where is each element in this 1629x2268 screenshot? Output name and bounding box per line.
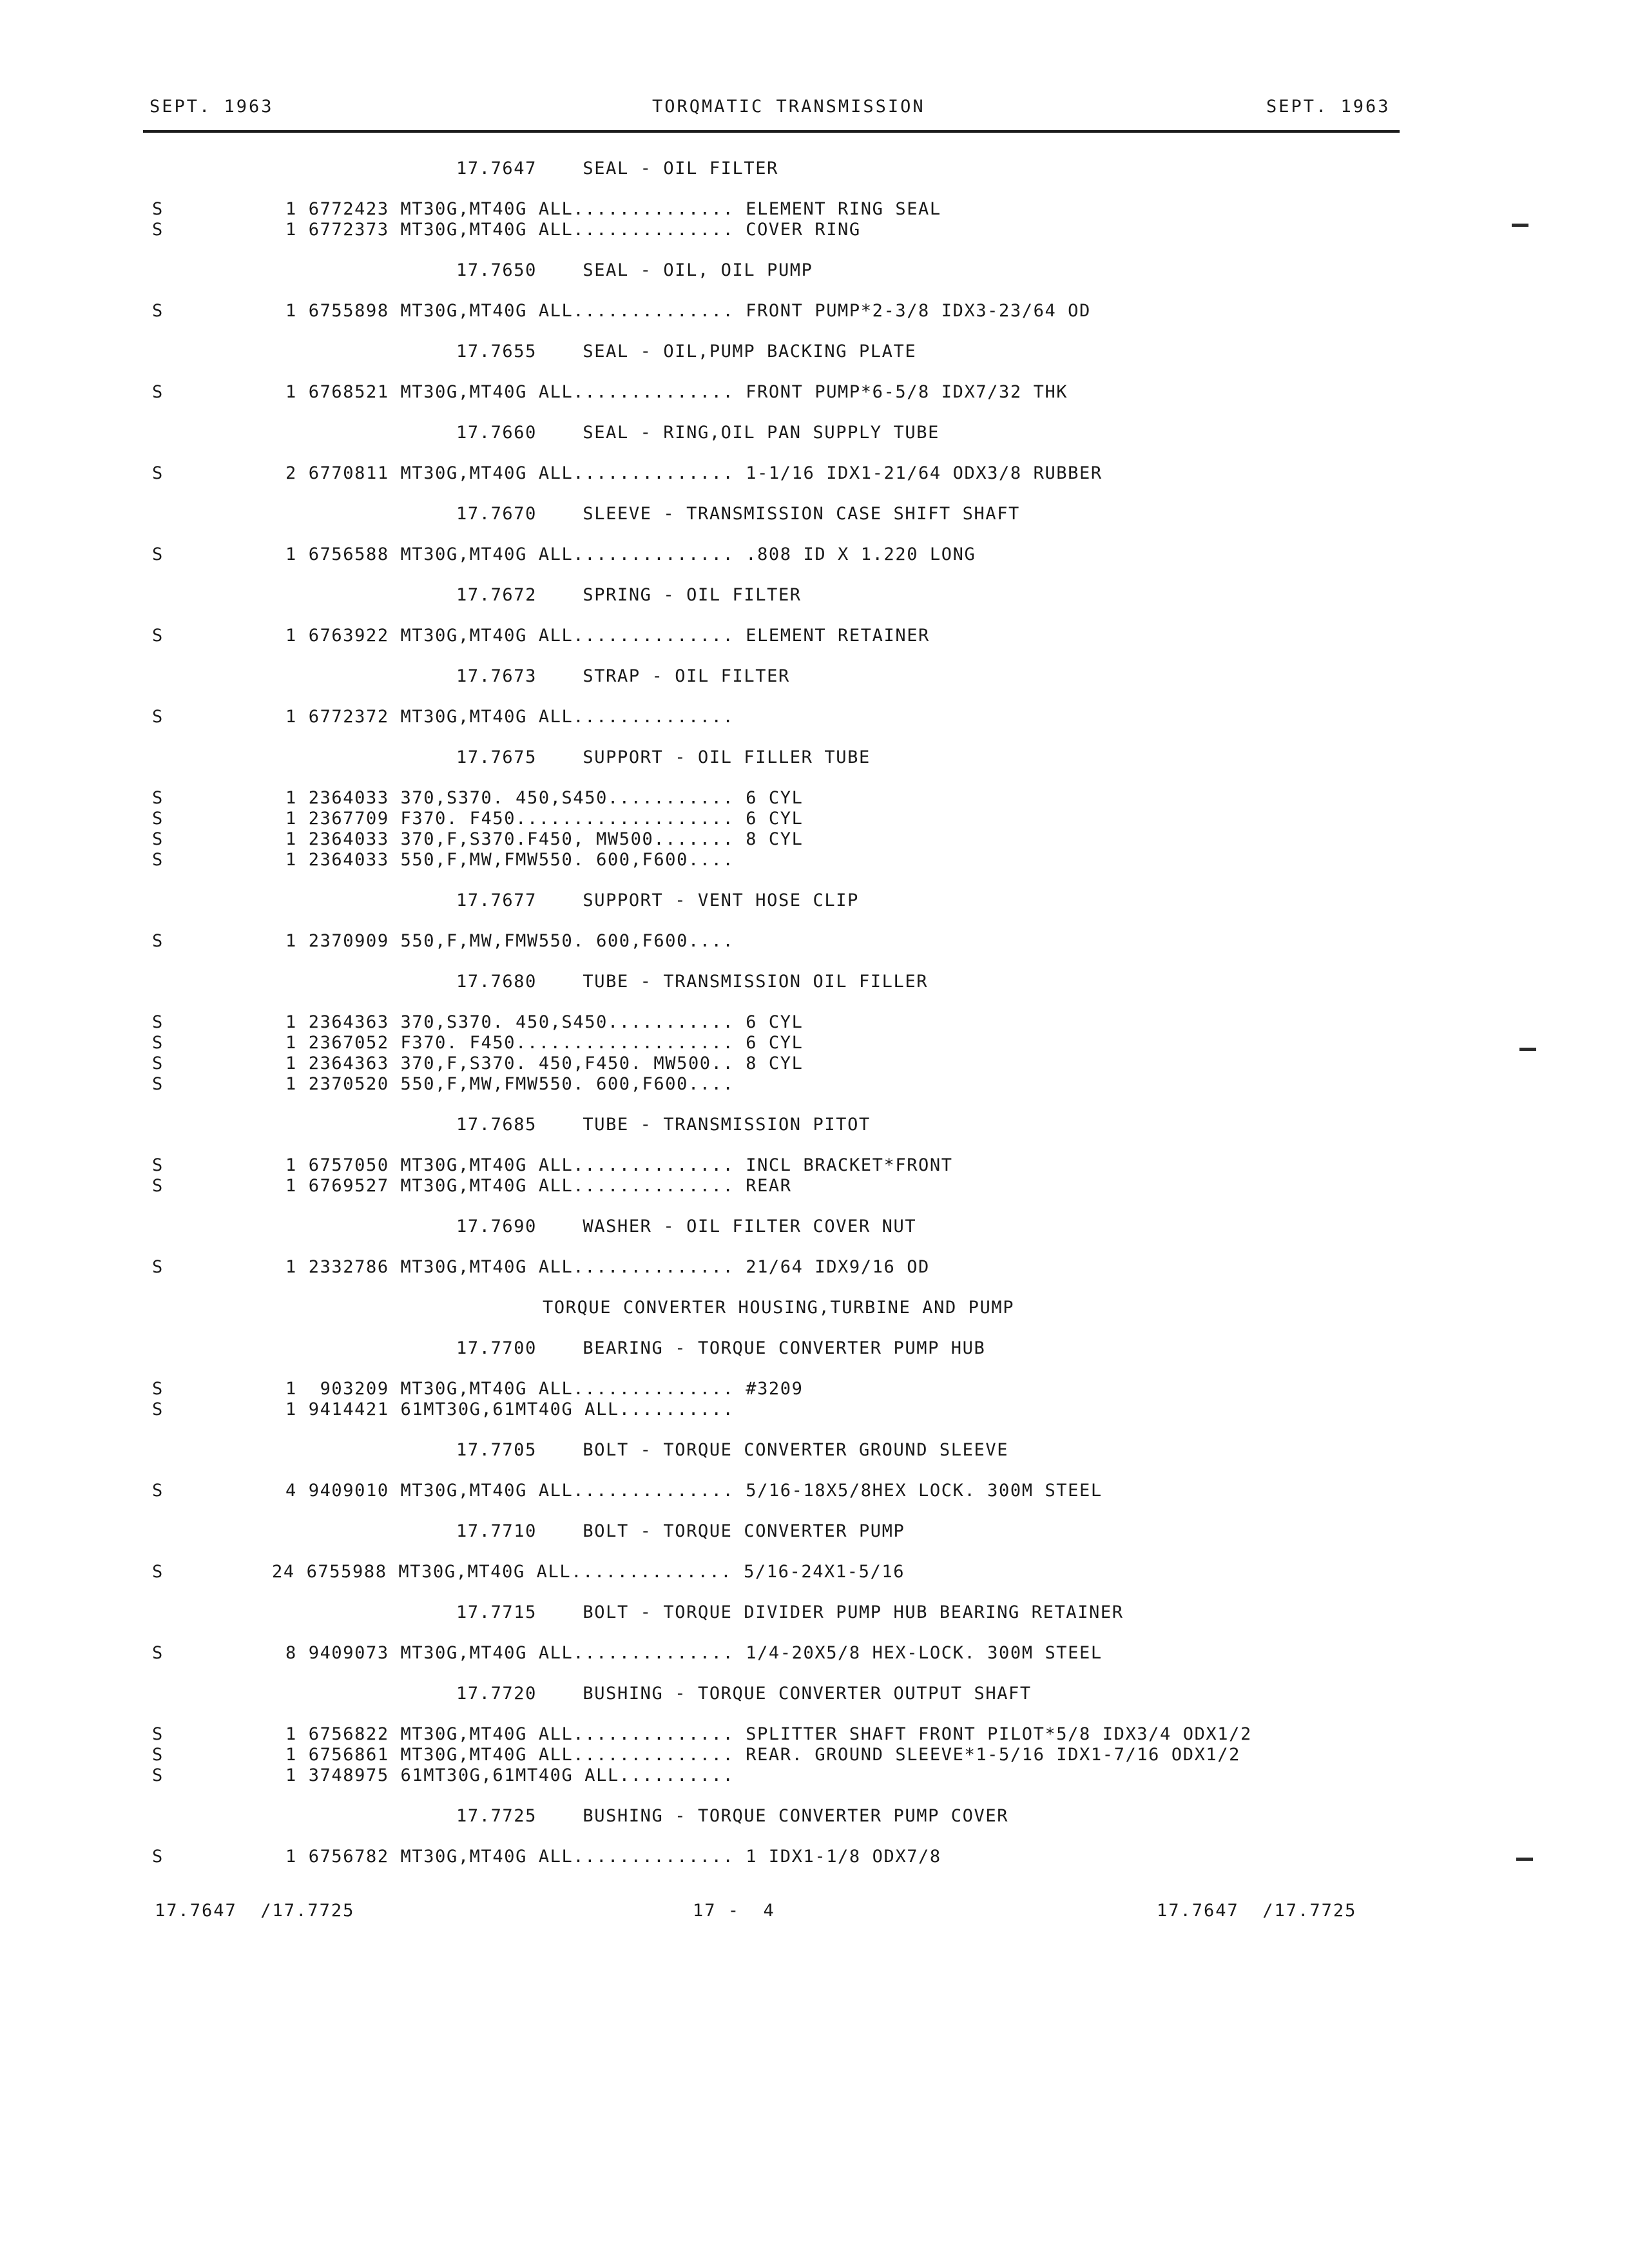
section-heading: 17.7672 SPRING - OIL FILTER (456, 585, 802, 605)
section-heading: 17.7710 BOLT - TORQUE CONVERTER PUMP (456, 1521, 905, 1541)
header-right-date: SEPT. 1963 (1266, 97, 1391, 117)
section-heading: 17.7670 SLEEVE - TRANSMISSION CASE SHIFT SHAFT (456, 504, 1020, 524)
part-line: 1 6769527 MT30G,MT40G ALL.............. REAR (285, 1176, 792, 1196)
item-source-code: S (152, 1745, 164, 1765)
section-heading: 17.7685 TUBE - TRANSMISSION PITOT (456, 1115, 871, 1135)
item-source-code: S (152, 1399, 164, 1419)
part-line: 24 6755988 MT30G,MT40G ALL.............. 5/16-24X1-5/16 (272, 1562, 905, 1582)
item-source-code: S (152, 1257, 164, 1277)
part-line: 1 2370520 550,F,MW,FMW550. 600,F600.... (285, 1074, 735, 1094)
part-line: 1 2364033 370,S370. 450,S450........... 6 CYL (285, 788, 804, 808)
part-line: 4 9409010 MT30G,MT40G ALL.............. 5/16-18X5/8HEX LOCK. 300M STEEL (285, 1481, 1103, 1501)
section-heading: 17.7680 TUBE - TRANSMISSION OIL FILLER (456, 972, 929, 992)
margin-dash-mark (1516, 1858, 1533, 1861)
item-source-code: S (152, 382, 164, 402)
section-heading: 17.7660 SEAL - RING,OIL PAN SUPPLY TUBE (456, 423, 940, 443)
section-heading: 17.7690 WASHER - OIL FILTER COVER NUT (456, 1216, 917, 1236)
item-source-code: S (152, 301, 164, 321)
section-heading: 17.7720 BUSHING - TORQUE CONVERTER OUTPUT SHAFT (456, 1684, 1032, 1704)
part-line: 1 6772372 MT30G,MT40G ALL.............. (285, 707, 735, 727)
item-source-code: S (152, 1155, 164, 1175)
group-subtitle: TORQUE CONVERTER HOUSING,TURBINE AND PUMP (543, 1298, 1015, 1318)
section-heading: 17.7700 BEARING - TORQUE CONVERTER PUMP HUB (456, 1338, 986, 1358)
part-line: 1 2364363 370,F,S370. 450,F450. MW500.. 8 CYL (285, 1053, 804, 1073)
part-line: 1 2364033 550,F,MW,FMW550. 600,F600.... (285, 850, 735, 870)
part-line: 1 6772423 MT30G,MT40G ALL.............. ELEMENT RING SEAL (285, 199, 941, 219)
section-heading: 17.7677 SUPPORT - VENT HOSE CLIP (456, 890, 859, 910)
item-source-code: S (152, 220, 164, 240)
header-title: TORQMATIC TRANSMISSION (652, 97, 925, 117)
item-source-code: S (152, 1643, 164, 1663)
margin-dash-mark (1519, 1048, 1536, 1051)
part-line: 1 3748975 61MT30G,61MT40G ALL.......... (285, 1765, 735, 1785)
footer-left-range: 17.7647 /17.7725 (155, 1901, 355, 1921)
header-rule (143, 130, 1400, 133)
item-source-code: S (152, 199, 164, 219)
part-line: 1 6756588 MT30G,MT40G ALL.............. .808 ID X 1.220 LONG (285, 544, 976, 564)
item-source-code: S (152, 931, 164, 951)
item-source-code: S (152, 626, 164, 646)
section-heading: 17.7655 SEAL - OIL,PUMP BACKING PLATE (456, 341, 917, 361)
part-line: 1 2370909 550,F,MW,FMW550. 600,F600.... (285, 931, 735, 951)
part-line: 1 2364363 370,S370. 450,S450........... 6 CYL (285, 1012, 804, 1032)
item-source-code: S (152, 544, 164, 564)
item-source-code: S (152, 1481, 164, 1501)
item-source-code: S (152, 463, 164, 483)
section-heading: 17.7673 STRAP - OIL FILTER (456, 666, 790, 686)
item-source-code: S (152, 1176, 164, 1196)
section-heading: 17.7715 BOLT - TORQUE DIVIDER PUMP HUB BEARING RETAINER (456, 1602, 1124, 1622)
item-source-code: S (152, 1724, 164, 1744)
item-source-code: S (152, 1033, 164, 1053)
section-heading: 17.7705 BOLT - TORQUE CONVERTER GROUND SLEEVE (456, 1440, 1009, 1460)
item-source-code: S (152, 1847, 164, 1867)
part-line: 1 6755898 MT30G,MT40G ALL.............. FRONT PUMP*2-3/8 IDX3-23/64 OD (285, 301, 1091, 321)
footer-right-range: 17.7647 /17.7725 (1157, 1901, 1357, 1921)
item-source-code: S (152, 809, 164, 829)
part-line: 1 6756861 MT30G,MT40G ALL.............. REAR. GROUND SLEEVE*1-5/16 IDX1-7/16 ODX1/2 (285, 1745, 1240, 1765)
item-source-code: S (152, 1379, 164, 1399)
footer-page-number: 17 - 4 (693, 1901, 775, 1921)
item-source-code: S (152, 788, 164, 808)
item-source-code: S (152, 1074, 164, 1094)
section-heading: 17.7675 SUPPORT - OIL FILLER TUBE (456, 747, 871, 767)
item-source-code: S (152, 707, 164, 727)
header-left-date: SEPT. 1963 (149, 97, 274, 117)
item-source-code: S (152, 829, 164, 849)
part-line: 1 6756782 MT30G,MT40G ALL.............. 1 IDX1-1/8 ODX7/8 (285, 1847, 941, 1867)
item-source-code: S (152, 1053, 164, 1073)
section-heading: 17.7647 SEAL - OIL FILTER (456, 159, 778, 178)
part-line: 1 6756822 MT30G,MT40G ALL.............. SPLITTER SHAFT FRONT PILOT*5/8 IDX3/4 ODX1/2 (285, 1724, 1252, 1744)
part-line: 1 6763922 MT30G,MT40G ALL.............. ELEMENT RETAINER (285, 626, 930, 646)
section-heading: 17.7725 BUSHING - TORQUE CONVERTER PUMP COVER (456, 1806, 1009, 1826)
part-line: 2 6770811 MT30G,MT40G ALL.............. 1-1/16 IDX1-21/64 ODX3/8 RUBBER (285, 463, 1103, 483)
item-source-code: S (152, 850, 164, 870)
section-heading: 17.7650 SEAL - OIL, OIL PUMP (456, 260, 813, 280)
part-line: 1 9414421 61MT30G,61MT40G ALL.......... (285, 1399, 735, 1419)
part-line: 1 6772373 MT30G,MT40G ALL.............. COVER RING (285, 220, 861, 240)
margin-dash-mark (1512, 224, 1528, 227)
part-line: 1 2332786 MT30G,MT40G ALL.............. 21/64 IDX9/16 OD (285, 1257, 930, 1277)
part-line: 1 2367052 F370. F450................... 6 CYL (285, 1033, 804, 1053)
part-line: 1 2364033 370,F,S370.F450, MW500....... 8 CYL (285, 829, 804, 849)
part-line: 1 903209 MT30G,MT40G ALL.............. #3209 (285, 1379, 804, 1399)
item-source-code: S (152, 1765, 164, 1785)
part-line: 1 6757050 MT30G,MT40G ALL.............. INCL BRACKET*FRONT (285, 1155, 953, 1175)
part-line: 8 9409073 MT30G,MT40G ALL.............. 1/4-20X5/8 HEX-LOCK. 300M STEEL (285, 1643, 1103, 1663)
item-source-code: S (152, 1562, 164, 1582)
part-line: 1 6768521 MT30G,MT40G ALL.............. FRONT PUMP*6-5/8 IDX7/32 THK (285, 382, 1068, 402)
part-line: 1 2367709 F370. F450................... 6 CYL (285, 809, 804, 829)
item-source-code: S (152, 1012, 164, 1032)
